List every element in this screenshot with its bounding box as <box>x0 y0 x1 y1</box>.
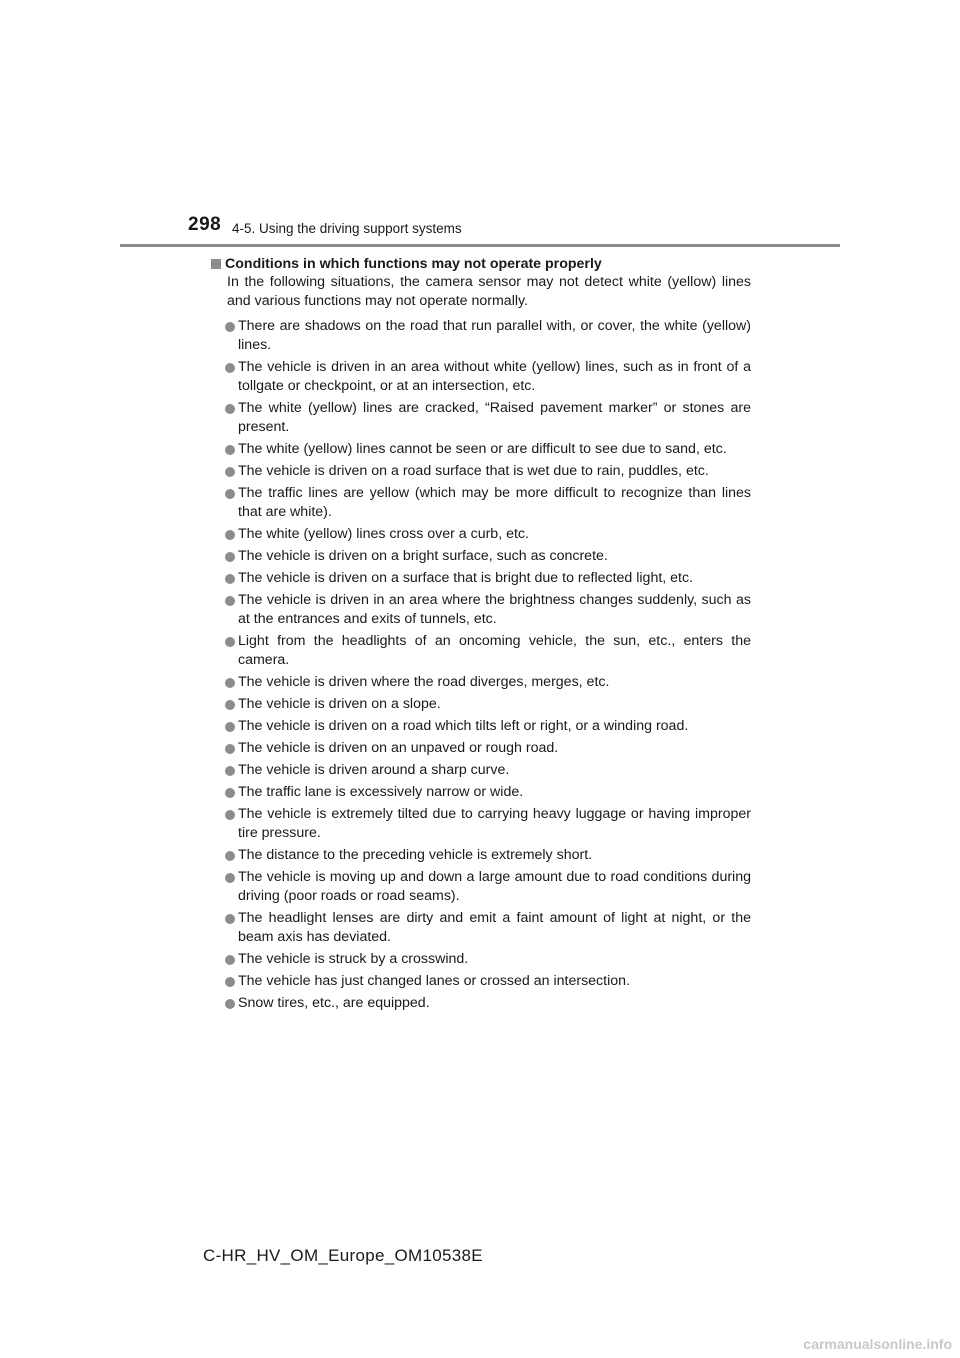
list-item <box>211 695 751 714</box>
condition-list <box>211 317 751 1013</box>
list-item-text: There are shadows on the road that run parallel with, or cover, the white (yellow) lines. <box>238 318 751 353</box>
list-item <box>211 846 751 865</box>
list-item-text: The vehicle is driven around a sharp curve. <box>238 762 510 778</box>
section-title: 4-5. Using the driving support systems <box>232 221 462 236</box>
round-bullet-icon <box>225 744 235 754</box>
round-bullet-icon <box>225 788 235 798</box>
list-item-text: The vehicle is driven on a surface that is bright due to reflected light, etc. <box>238 570 694 586</box>
list-item <box>211 717 751 736</box>
page-number: 298 <box>188 214 222 235</box>
list-item <box>211 994 751 1013</box>
list-item <box>211 525 751 544</box>
list-item <box>211 783 751 802</box>
document-code: C-HR_HV_OM_Europe_OM10538E <box>203 1246 483 1265</box>
round-bullet-icon <box>225 322 235 332</box>
watermark: carmanualsonline.info <box>803 1336 952 1352</box>
round-bullet-icon <box>225 700 235 710</box>
round-bullet-icon <box>225 530 235 540</box>
list-item-text: The white (yellow) lines are cracked, “Raised pavement marker” or stones are present. <box>238 400 751 435</box>
list-item-text: The distance to the preceding vehicle is extremely short. <box>238 847 593 863</box>
list-item <box>211 868 751 906</box>
list-item-text: The traffic lines are yellow (which may be more difficult to recognize than lines that are white). <box>238 485 751 520</box>
list-item <box>211 547 751 566</box>
list-item-text: The traffic lane is excessively narrow or wide. <box>238 784 524 800</box>
list-item <box>211 739 751 758</box>
list-item <box>211 972 751 991</box>
main-content <box>211 255 751 1016</box>
round-bullet-icon <box>225 873 235 883</box>
round-bullet-icon <box>225 999 235 1009</box>
round-bullet-icon <box>225 914 235 924</box>
list-item <box>211 440 751 459</box>
list-item-text: The white (yellow) lines cross over a curb, etc. <box>238 526 529 542</box>
list-item <box>211 761 751 780</box>
list-item <box>211 399 751 437</box>
round-bullet-icon <box>225 851 235 861</box>
round-bullet-icon <box>225 977 235 987</box>
section-heading-text: Conditions in which functions may not operate properly <box>225 256 602 272</box>
list-item <box>211 673 751 692</box>
list-item-text: The vehicle is moving up and down a large amount due to road conditions during driving (poor roads or road seams). <box>238 869 751 904</box>
list-item-text: Snow tires, etc., are equipped. <box>238 995 430 1011</box>
list-item-text: The vehicle is driven on a bright surface, such as concrete. <box>238 548 608 564</box>
list-item-text: The vehicle is driven in an area where the brightness changes suddenly, such as at the entrances and exits of tunnels, etc. <box>238 592 751 627</box>
list-item <box>211 462 751 481</box>
list-item-text: Light from the headlights of an oncoming vehicle, the sun, etc., enters the camera. <box>238 633 751 668</box>
intro-paragraph: In the following situations, the camera sensor may not detect white (yellow) lines and various functions may not operate normally. <box>227 274 751 309</box>
list-item-text: The vehicle has just changed lanes or crossed an intersection. <box>238 973 630 989</box>
list-item <box>211 317 751 355</box>
list-item-text: The vehicle is driven in an area without white (yellow) lines, such as in front of a tollgate or checkpoint, or at an intersection, etc. <box>238 359 751 394</box>
list-item-text: The headlight lenses are dirty and emit a faint amount of light at night, or the beam axis has deviated. <box>238 910 751 945</box>
list-item <box>211 591 751 629</box>
list-item <box>211 909 751 947</box>
round-bullet-icon <box>225 489 235 499</box>
round-bullet-icon <box>225 637 235 647</box>
list-item <box>211 805 751 843</box>
list-item-text: The white (yellow) lines cannot be seen or are difficult to see due to sand, etc. <box>238 441 727 457</box>
square-bullet-icon <box>211 259 221 269</box>
list-item-text: The vehicle is driven on a slope. <box>238 696 441 712</box>
header-divider <box>120 244 840 247</box>
round-bullet-icon <box>225 766 235 776</box>
list-item <box>211 632 751 670</box>
round-bullet-icon <box>225 552 235 562</box>
section-heading <box>211 255 751 273</box>
list-item <box>211 484 751 522</box>
list-item <box>211 358 751 396</box>
list-item-text: The vehicle is driven on a road surface that is wet due to rain, puddles, etc. <box>238 463 709 479</box>
round-bullet-icon <box>225 810 235 820</box>
round-bullet-icon <box>225 445 235 455</box>
round-bullet-icon <box>225 467 235 477</box>
round-bullet-icon <box>225 596 235 606</box>
list-item-text: The vehicle is struck by a crosswind. <box>238 951 469 967</box>
round-bullet-icon <box>225 363 235 373</box>
list-item-text: The vehicle is driven on an unpaved or rough road. <box>238 740 559 756</box>
list-item <box>211 950 751 969</box>
round-bullet-icon <box>225 678 235 688</box>
list-item-text: The vehicle is extremely tilted due to carrying heavy luggage or having improper tire pressure. <box>238 806 751 841</box>
round-bullet-icon <box>225 722 235 732</box>
list-item-text: The vehicle is driven on a road which tilts left or right, or a winding road. <box>238 718 689 734</box>
round-bullet-icon <box>225 574 235 584</box>
round-bullet-icon <box>225 955 235 965</box>
list-item <box>211 569 751 588</box>
list-item-text: The vehicle is driven where the road diverges, merges, etc. <box>238 674 610 690</box>
round-bullet-icon <box>225 404 235 414</box>
